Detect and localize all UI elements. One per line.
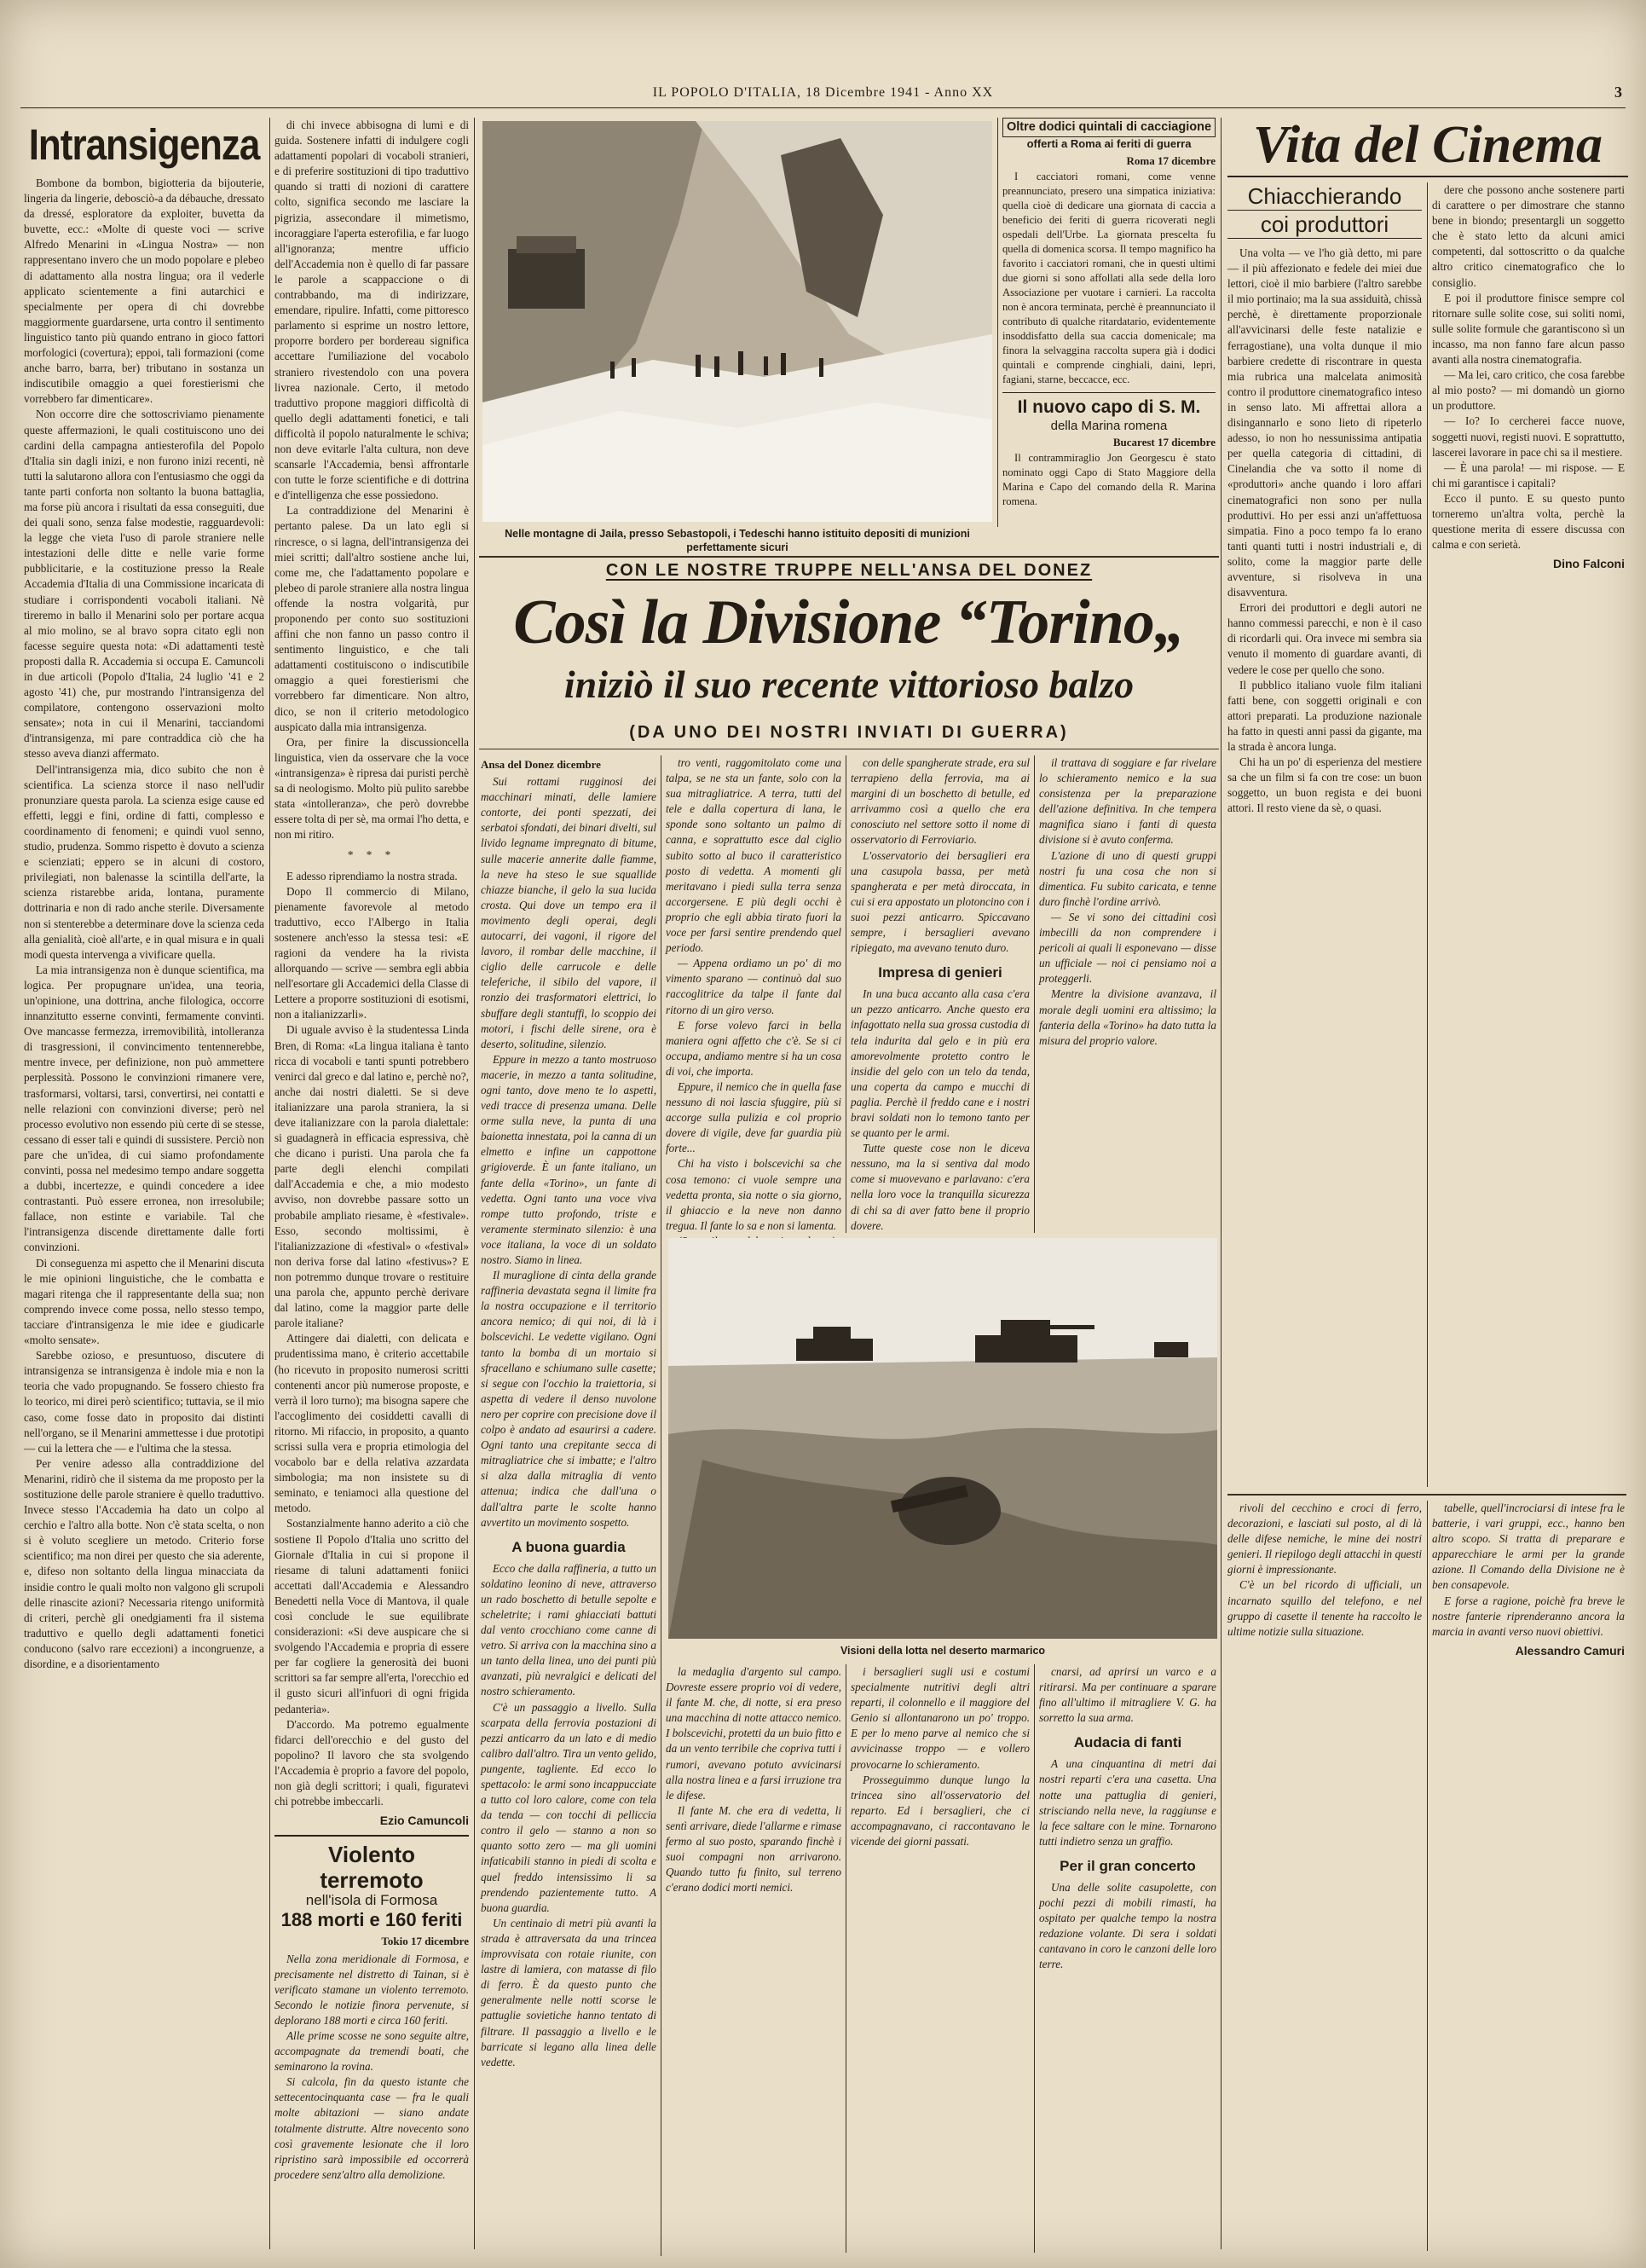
signature-falconi: Dino Falconi: [1553, 557, 1625, 571]
paragraph: Il contrammiraglio Jon Georgescu è stato nominato oggi Capo di Stato Maggiore della Marina e Capo del comando della R. Marina romena.: [1002, 452, 1216, 507]
paragraph: tabelle, quell'incrociarsi di intese fra le batterie, i vari gruppi, ecc., hanno ben altro scopo. Si tratta di preparare e apparecchiare le armi per la grande azione. Il Comando della Divisione ne è ben consapevole.: [1432, 1501, 1625, 1592]
paragraph: tro venti, raggomitolato come una talpa, se ne sta un fante, solo con la sua mitragliatrice. A terra, tutti del tele e dalla copertura di lana, le sponde sono soltanto un palmo di canna, e soprattutto esce dal ciglio subito sotto al buco il caratteristico posto di vedetta. A momenti gli meritavano i piedi sulla terra senza accorgersene. E più degli occhi è proprio che egli abbia tirato fuori la voce per farsi sentire prendendo quel periodo.: [666, 756, 841, 955]
paragraph: Chi ha un po' di esperienza del mestiere sa che un film si fa con tre cose: un buon soggetto, un buon regista e dei buoni attori. Il resto viene da sè, o quasi.: [1227, 755, 1422, 815]
main-lower-column-d: [1039, 1664, 1216, 2253]
masthead: [20, 82, 1626, 108]
paragraph: Chi ha visto i bolscevichi sa che cosa temono: ci vuole sempre una vedetta pronta, sia notte o sia giorno, il ghiaccio e la neve non danno tregua. Il fante lo sa e non si lamenta.: [666, 1157, 841, 1232]
paragraph: Attingere dai dialetti, con delicata e prudentissima mano, è criterio accettabile (ho ricevuto in proposito numerosi scritti contenenti ancor più numerose proposte, e verrà il loro turno); ma bisogna sapere che l'accoglimento dei cosiddetti cavalli di ritorno. Mi rifaccio, in proposito, a quanto scrissi sulla vera e propria etimologia del vocabolo bar e della relativa azzardata simbologia; ma non insistete su di seminato, e teniamoci alla questione del metodo.: [274, 1332, 469, 1515]
signature-camuri: Alessandro Camuri: [1515, 1643, 1625, 1658]
column-intransigenza-2: [274, 118, 469, 2249]
cinema-column-a: [1227, 182, 1422, 1487]
subhead-impresa-genieri: Impresa di genieri: [878, 964, 1002, 981]
column-rule: [1034, 1664, 1035, 2253]
main-column-c: [851, 755, 1030, 1233]
paragraph: Sui rottami rugginosi dei macchinari minati, delle lamiere contorte, dei ponti spezzati, dei serbatoi sfondati, dei binari divelti, sul livido legname impregnato di bitume, sulle macerie annerite dalle fiamme, la neve ha steso le sue squallide chiazze bianche, il gelo la sua lucida crosta. Qui dove un tempo era il movimento degli operai, degli autocarri, dei vagoni, il rigore del lavoro, il rombar delle macchine, il ciglio delle carrucole e delle teleferiche, il sibilo del vapore, il ronzio dei trasformatori elettrici, lo sbuffare degli stantuffi, lo scoppio dei motori, i fischi delle sirene, ora è deserto, solitudine, silenzio.: [481, 775, 656, 1050]
paragraph: La mia intransigenza non è dunque scientifica, ma logica. Per propugnare un'idea, una teoria, un'opinione, una dottrina, anche filologica, occorre innanzitutto esserne convinti, fermamente convinti. Ove mancasse fermezza, irremovibilità, intolleranza di trasgressioni, il convincimento tentennerebbe, mentre invece, per definizione, non può ammettere perplessità. Possono le convinzioni rimanere vere, trasformarsi, voltarsi, tarsi, convertirsi, nei contatti e nelle relazioni con convinzioni diverse; però nel processo evolutivo non essendo più certe di se stesse, cessano di esser tali e quindi di sussistere. Perciò non pare che un'idea, di cui siamo profondamente convinti, possa nel medesimo tempo andare soggetta a dubbi, incertezze, e quindi concedere a idee contrastanti. Può essere erronea, non irresolubile; fallace, non estinte e variabile. Tal che l'intransigenza discende direttamente dalle forti convinzioni.: [24, 963, 264, 1254]
paragraph: E forse a ragione, poichè fra breve le nostre fanterie riprenderanno ancora la marcia in avanti verso nuovi obiettivi.: [1432, 1594, 1625, 1638]
main-article-top-rule: [479, 556, 1219, 558]
paragraph: Dell'intransigenza mia, dico subito che non è scientifica. La scienza storce il naso nell'udir pronunziare questa parola. La scienza esige cause ed effetti, leggi e fini, ordine di fatti, complesso e coordinamento di fenomeni; e quindi vuol senno, studio, prudenza. Sommo rispetto è dovuto a scienza e scienziati; eppero se in alcuni di costoro, privilegiati, non balenasse la scintilla dell'arte, la scienza ristarebbe arida, lontana, puramente dottrinaria e non di rado anche sterile. Diversamente non si stenterebbe a determinare dove la scienza ceda alla genialità, cioè all'arte, e in qual misura e in quali modi questa intervenga a vivificare quella.: [24, 762, 264, 961]
paragraph: E poi il produttore finisce sempre col ritornare sulle solite cose, sui soliti nomi, sulle solite formule che garantiscono sì un incasso, ma non fanno fare alcun passo avanti alla nostra cinematografia.: [1432, 291, 1625, 367]
paragraph: dere che possono anche sostenere parti di carattere o per dimostrare che stanno bene in biondo; presentargli un soggetto che è stato letto da alcuni amici competenti, dal sottoscritto o da qualche altro critico cinematografico che lo consiglio.: [1432, 183, 1625, 289]
paragraph: E adesso riprendiamo la nostra strada.: [286, 869, 458, 882]
main-headline-1: Così la Divisione “Torino„: [513, 587, 1185, 657]
separator-stars: * * *: [347, 848, 396, 862]
paragraph: Mentre la divisione avanzava, il morale degli uomini era altissimo; la fanteria della «Torino» ha dato tutta la misura del proprio valore.: [1039, 987, 1216, 1047]
paragraph: Non occorre dire che sottoscriviamo pienamente queste affermazioni, le quali costituiscono uno dei cardini della campagna antiesterofila del Popolo d'Italia sin dagli inizi, e non furono inizi recenti, nè tutti la salutarono allora con l'entusiasmo che oggi da tante parti conforta non soltanto la buona battaglia, ma forse più ancora i risultati da essa conseguiti, due dei quali sono, senza false modestie, ragguardevoli: la legge che vieta l'uso di parole straniere nelle intestazioni delle ditte e nelle varie forme pubblicitarie, e la costituzione presso la Reale Accademia d'Italia di una Commissione incaricata di studiare i corrispondenti vocaboli italiani. Nè tireremo in ballo il Menarini solo per portare acqua al mio molino, se al bravo sopra citato egli non facesse seguire questa nota: «Di adattamenti testè proposti dalla R. Accademia si occupa E. Camuncoli in due articoli (Popolo d'Italia, 24 luglio '41 e 2 agosto '41) che, pur mostrando l'intransigenza del compilatore, contengono osservazioni molto sensate»; nota in cui il Menarini, tacciandomi d'intransigenza, mi pare contraddica ciò che ha stesso aveva dianzi affermato.: [24, 408, 264, 761]
quake-casualties: 188 morti e 160 feriti: [280, 1909, 463, 1931]
photo-desert-caption: Visioni della lotta nel deserto marmarico: [840, 1645, 1046, 1657]
paragraph: — Ma lei, caro critico, che cosa farebbe al mio posto? — mi domandò un giorno un produttore.: [1432, 368, 1625, 413]
photo-desert-illustration: [668, 1238, 1217, 1639]
continuation-column-b: [1432, 1501, 1625, 2251]
paragraph: L'osservatorio dei bersaglieri era una casupola bassa, per metà spangherata e per metà diroccata, in cui si era appostato un plotoncino con i suoi pezzi anticarro. Spiccavano sempre, i bersaglieri avevano ripiegato, ma avevano tenuto duro.: [851, 848, 1030, 955]
signature-camuncoli: Ezio Camuncoli: [379, 1814, 469, 1828]
paragraph: Di uguale avviso è la studentessa Linda Bren, di Roma: «La lingua italiana è tanto ricca di vocaboli e tanti spunti potrebbero venirci dal greco e dal latino e, perchè no?, anche dai nostri dialetti. Se si deve italianizzare una parola straniera, la si deve italianizzare con la parola dialettale: si guadagnerà in efficacia espressiva, chè che dicano i puristi. Una parola che fa parte degli elenchi compilati dall'Accademia e che, a mio modesto avviso, non dovrebbe passare sotto un probabile ampliato riesame, è «festivale». Esso, secondo moltissimi, è l'italianizzazione di «festival» o «festival» non deriva forse dal latino «festivus»? E non potremmo dunque trovare o restituire una parola che, appunto perchè derivare dal latino, come la maggior parte delle parole italiane?: [274, 1023, 469, 1330]
paragraph: il trattava di soggiare e far rivelare lo schieramento nemico e la sua consistenza per la preparazione dell'azione definitiva. In che tempera magnifica siano i fanti di questa divisione si è avuto conferma.: [1039, 756, 1216, 847]
cinema-subheadline-1: Chiacchierando: [1227, 182, 1422, 211]
main-headline-2: iniziò il suo recente vittorioso balzo: [563, 662, 1135, 706]
subhead-gran-concerto: Per il gran concerto: [1060, 1857, 1196, 1874]
photo-jaila-caption: Nelle montagne di Jaila, presso Sebastopoli, i Tedeschi hanno istituito depositi di munizioni perfettamente sicuri: [505, 528, 970, 553]
main-column-d: [1039, 755, 1216, 1233]
column-rule: [269, 118, 270, 2249]
paragraph: In una buca accanto alla casa c'era un pezzo anticarro. Anche questo era infagottato nella sua grossa custodia di tela indurita dal gelo e in più era amorevolmente protetto contro le insidie del gelo con un telo da tenda, una coperta da campo e mucchi di paglia. Perchè il freddo cane e i nostri bravi soldati non lo temono tanto per se quanto per le armi.: [851, 987, 1030, 1140]
paragraph: C'è un passaggio a livello. Sulla scarpata della ferrovia postazioni di pezzi anticarro da un lato e di medio calibro dall'altro. Tira un vento gelido, pungente, tagliente. Ed ecco lo spettacolo: le armi sono incappucciate a tutto col loro calore, come con tela da tenda — con tocchi di pelliccia contro il gelo — stanno a non so quanto sotto zero — ma gli uomini infaticabili stanno in piedi di scolta e quel freddo intensissimo li sa prendendo pazientemente tutto. A buona guardia.: [481, 1700, 656, 1914]
column-rule: [1221, 118, 1222, 2249]
paragraph: Una delle solite casupolette, con pochi pezzi di mobili rimasti, ha ospitato per qualche tempo la nostra redazione volante. Di sera i soldati cantavano in coro le canzoni delle loro terre.: [1039, 1880, 1216, 1971]
cinema-bottom-rule: [1227, 1494, 1626, 1496]
paragraph: i bersaglieri sugli usi e costumi specialmente nutritivi degli altri reparti, il colonnello e il maggiore del Genio si allontanarono un po' troppo. E per lo meno parve al nemico che si avvicinasse troppo — e vollero provocarne lo schieramento.: [851, 1665, 1030, 1771]
headline-intransigenza: Intransigenza: [28, 121, 260, 170]
paragraph: Di conseguenza mi aspetto che il Menarini discuta le mie opinioni linguistiche, che le combatta e magari ritenga che il rappresentante della sua; non comprendo invece come possa, nello stesso tempo, tacciare d'intransigenza le mie idee e giudicarle «molto sensate».: [24, 1256, 264, 1347]
paragraph: cnarsi, ad aprirsi un varco e a ritirarsi. Ma per continuare a sparare fino all'ultimo il mitragliere V. G. ha sorretto la sua arma.: [1039, 1665, 1216, 1725]
hunting-subheadline: offerti a Roma ai feriti di guerra: [1026, 137, 1192, 150]
main-lower-column-c: [851, 1664, 1030, 2253]
paragraph: Dopo Il commercio di Milano, pienamente favorevole al metodo traduttivo, ecco l'Albergo in Italia sostenere anch'esso la stessa tesi: «E ragioni da vendere ha la rivista allorquando — scrive — sembra egli abbia nell'esortare gli Accademici della Classe di Lettere a proporre sostituzioni di esotismi, non a italianizzarli».: [274, 884, 469, 1021]
page-number: 3: [1614, 84, 1622, 101]
paragraph: di chi invece abbisogna di lumi e di guida. Sostenere infatti di indulgere cogli adattamenti popolari di vocaboli stranieri, e di preferire sostituzioni di tipo traduttivo quando si tratti di nozioni di carattere colto, significa secondo me lasciare la pigrizia, assecondare il mimetismo, incoraggiare l'aperta esterofilia, e far luogo all'ignoranza; mentre ufficio dell'Accademia non è quello di far passare le parole a scappaccione o di contrabbando, ma di indirizzare, emendare, ripulire. Infatti, come pittoresco parlamento si esprime un nostro lettore, proporre bordero per bordereau significa accettare l'umiliazione del vocabolo straniero rivestendolo con una povera livrea nazionale. Certo, il metodo traduttivo propone maggiori difficoltà di quello degli adattamenti fonetici, e tali difficoltà il popolo naturalmente le schiva; non deve evitarle l'alta cultura, non deve scansarle l'Accademia, bensì affrontarle con tutte le forze scientifiche e di dottrina e d'intelligenza che esse possiedono.: [274, 119, 469, 502]
paragraph: Il pubblico italiano vuole film italiani fatti bene, con soggetti originali e con attori preparati. La produzione nazionale ha fatto in questi anni passi da gigante, ma la strada è ancora lunga.: [1227, 678, 1422, 753]
paragraph: Il muraglione di cinta della grande raffineria devastata segna il limite fra la nostra occupazione e il territorio ancora nemico; di qui noi, di là i bolscevichi. Le vedette vigilano. Ogni tanto la bomba di un mortaio si sfracellano e schiumano sulle casette; si segue con l'occhio la traiettoria, si aspetta di vedere il denso nuvolone nero per coprire con precisione dove il colpo è andato ad esaurirsi a cadere. Ogni tanto una crepitante secca di mitragliatrice che si imbatte; e l'altro si alza dalla mitraglia di vento attenua; indica che dall'una o dall'altra parte le scolte hanno avvertito un movimento sospetto.: [481, 1269, 656, 1529]
paragraph: — È una parola! — mi rispose. — E chi mi garantisce i capitali?: [1432, 460, 1625, 489]
paragraph: Il fante M. che era di vedetta, li sentì arrivare, diede l'allarme e rimase fermo al suo posto, sparando finchè i suoi compagni non arrivarono. Quando tutto fu finito, sul terreno c'erano dodici morti nemici.: [666, 1803, 841, 1895]
paragraph: — Appena ordiamo un po' di mo vimento sparano — continuò dal suo raccoglitrice da talpe il fante dal ritorno di un giro verso.: [666, 957, 841, 1016]
paragraph: Eppure, il nemico che in quella fase nessuno di noi lascia sfuggire, più si accorge sulla pulizia e col proprio dovere di vigile, deve far guardia più forte...: [666, 1079, 841, 1155]
cinema-column-b: [1432, 182, 1625, 1487]
column-rule: [1427, 182, 1428, 1487]
paragraph: I cacciatori romani, come venne preannunciato, presero una simpatica iniziativa: quella cioè di dedicare una giornata di caccia a beneficio dei feriti di guerra ricoverati negli ospedali dell'Urbe. La giornata prescelta fu quella di domenica scorsa. Il tempo magnifico ha favorito i cacciatori romani, che in questi ultimi due giorni si sono affollati alla sede della loro Associazione per vuotare i carnieri. La raccolta non è ancora terminata, perchè è preannunciato il contributo di qualche ritardatario, evidentemente insoddisfatto della sua caccia domenicale; ma finora la selvaggina raccolta supera già i dodici quintali e comprende cinghiali, daini, lepri, fagiani, starne, beccacce, ecc.: [1002, 171, 1216, 385]
quake-subheadline: nell'isola di Formosa: [305, 1892, 438, 1909]
photo-desert-battle: [668, 1238, 1217, 1639]
subhead-audacia-fanti: Audacia di fanti: [1073, 1734, 1182, 1751]
main-byline: (DA UNO DEI NOSTRI INVIATI DI GUERRA): [629, 723, 1069, 742]
navy-headline: Il nuovo capo di S. M.: [1017, 397, 1201, 417]
paragraph: Per venire adesso alla contraddizione del Menarini, ridirò che il sistema da me proposto per la sostituzione delle parole straniere è quello traduttivo. Invece stesso l'Accademia ha dato un colpo al cerchio e l'altro alla botte. Non c'è stata scelta, o non si è voluto scegliere un metodo. Criterio forse scientifico; ma non direi per questo che sia aderente, e, difeso non soltanto della lingua minacciata da insidie contro le quali molto non valgono gli scrupoli delle rinascite azioni? Necessaria ritengo uniformità di criteri, perchè gli onedgiamenti fra il sistema traduttivo e quello degli adattamenti fonetici conducono (salvo rare eccezioni) a incongruenze, a disordine, e a disorientamento: [24, 1456, 264, 1670]
paragraph: A una cinquantina di metri dai nostri reparti c'era una casetta. Una notte una pattuglia di genieri, strisciando nella neve, la raggiunse e la fece saltare con le mine. Tornarono tutti indietro senza un graffio.: [1039, 1757, 1216, 1848]
paragraph: Bombone da bombon, bigiotteria da bijouterie, lingeria da lingerie, debosciò-a da débauche, dressato da dressé, esploratore da exploiter, buvetta da buvette, ecc.: «Molte di queste voci — scrive Alfredo Menarini in «Lingua Nostra» — non rappresentano invero che un modo popolare e plebeo di adattamento alla nostra lingua; ora il vederle applicato scientemente a fini autarchici e specialmente per opera di chi dovrebbe maggiormente guardarsene, urta contro il sentimento linguistico tanto più quando entrano in gioco fattori morfologici (covertura); eppoi, tali formazioni (come anche barro, barra, ber) tributano in sostanza un indiscutibile omaggio a quei forestierismi che vorrebbero far dimenticare».: [24, 176, 264, 406]
quake-dateline: Tokio 17 dicembre: [381, 1935, 469, 1948]
paragraph: La contraddizione del Menarini è pertanto palese. Da un lato egli si rincresce, o si lagna, dell'intransigenza dei miei scritti; dall'altro sostiene anche lui, come me, che l'adattamento popolare e plebeo di parole straniere alla nostra lingua offende la nostra volgarità, pur proponendo per conto suo sostituzioni affini che non fanno un passo contro il sentimento linguistico, e che tali adattamenti costituiscono o indiscutibile omaggio a quei forestierismi che vorrebbero far dimenticare. Non altro, dico, se non il criterio metodologico auspicato dalla mia intransigenza.: [274, 504, 469, 733]
paragraph: Nella zona meridionale di Formosa, e precisamente nel distretto di Tainan, si è verificato stamane un violento terremoto. Secondo le notizie finora pervenute, si deplorano 188 morti e circa 160 feriti.: [274, 1952, 469, 2027]
quake-headline: Violento terremoto: [320, 1842, 424, 1894]
main-kicker: CON LE NOSTRE TRUPPE NELL'ANSA DEL DONEZ: [605, 561, 1093, 580]
main-lower-column-b: [666, 1664, 841, 2253]
navy-subheadline: della Marina romena: [1050, 419, 1168, 433]
paragraph: Errori dei produttori e degli autori ne hanno commessi parecchi, e non è il caso di ricordarli qui. Ora invece mi sembra sia venuto il momento di guardare avanti, di vedere le cose per quello che sono.: [1227, 601, 1422, 676]
paragraph: Una volta — ve l'ho già detto, mi pare — il più affezionato e fedele dei miei due lettori, cioè il mio barbiere (l'altro sarebbe il mio portinaio; ma la sua assiduità, chissà perchè, è direttamente proporzionale all'avvicinarsi delle feste natalizie e ferragostiane), una volta dunque il mio barbiere credette di riscontrare in questa mia rubrica una malcelata animosità contro il produttore cinematografico inteso in senso lato. Mi affrettai allora a disingannarlo e sono lieto di ripeterlo adesso, io non ho nessunissima antipatia per quella categoria di cittadini, di Cinelandia che va sotto il nome di «produttori» anche quando i loro affari cinematografici non sono per nulla produttivi. Ho per essi anzi un'affettuosa simpatia. Fino a poco tempo fa lo erano tanti quanti tutti i nostri industriali e, di solito, come la maggior parte delle avventure, si risolveva in una disavventura.: [1227, 246, 1422, 599]
paragraph: Ecco il punto. E su questo punto torneremo un'altra volta, perchè la questione merita di essere discussa con calma e con serietà.: [1432, 491, 1625, 552]
cinema-subheadline-2: coi produttori: [1227, 211, 1422, 239]
main-dateline: Ansa del Donez dicembre: [481, 758, 601, 771]
paragraph: Alle prime scosse ne sono seguite altre, accompagnate da tremendi boati, che seminarono la rovina.: [274, 2028, 469, 2074]
column-short-news: [1002, 118, 1216, 544]
column-intransigenza-1: [24, 118, 264, 2249]
cinema-header: Vita del Cinema: [1227, 114, 1628, 177]
paragraph: E forse volevo farci in bella maniera ogni affetto che c'è. Se si ci occupa, andiamo mentre si ha un cosa di voi, che importa.: [666, 1018, 841, 1078]
paragraph: Prosseguimmo dunque lungo la trincea sino all'osservatorio del reparto. Ed i bersaglieri, che ci accompagnavano, ci raccontavano le vicende dei giorni passati.: [851, 1773, 1030, 1849]
column-rule: [1034, 755, 1035, 1233]
paragraph: con delle spangherate strade, era sul terrapieno della ferrovia, ma ai margini di un boschetto di betulle, ed arrivammo così a quello che era conosciuto nel settore sotto il nome di osservatorio di Ferroviario.: [851, 756, 1030, 847]
paragraph: Tutte queste cose non le diceva nessuno, ma la si sentiva dal modo come si muovevano e parlavano: c'era nella loro voce la tranquilla sicurezza di chi sa di aver fatto bene il proprio dovere.: [851, 1142, 1030, 1232]
hunting-dateline: Roma 17 dicembre: [1126, 154, 1216, 167]
paragraph: — Se vi sono dei cittadini così imbecilli da non comprendere i pericoli ai quali li esponevano — disse un ufficiale — noi ci pensiamo noi a proteggerli.: [1039, 910, 1216, 986]
photo-jaila-illustration: [482, 121, 992, 522]
paragraph: Si calcola, fin da questo istante che settecentocinquanta case — fra le quali molte abitazioni — siano andate totalmente distrutte. Altre novecento sono così gravemente lesionate che il loro ripristino sarà impossibile ed occorrerà procedere senz'altro alla demolizione.: [274, 2075, 469, 2181]
paragraph: D'accordo. Ma potremo egualmente fidarci dell'orecchio e del gusto del popolino? Il lavoro che sta svolgendo l'Accademia è proprio a favore del popolo, non già degli scrittori; i quali, figuratevi chi potrebbe imbeccarli.: [274, 1717, 469, 1808]
paragraph: Sostanzialmente hanno aderito a ciò che sostiene Il Popolo d'Italia uno scritto del Giornale d'Italia in cui si propone il riesame di taluni adattamenti foniici accettati dall'Accademia e Alessandro Benedetti nella Voce di Mantova, il quale così conclude le sue equilibrate considerazioni: «Si deve auspicare che si svolgendo l'Accademia e propria di essere per far cogliere la generosità dei buoni scrittori sa far sempre all'erta, l'orecchio ed il gusto sicuri all'infuori di ogni frigida pedanteria».: [274, 1517, 469, 1715]
paragraph: la medaglia d'argento sul campo. Dovreste essere proprio voi di vedere, il fante M. che, di notte, si era preso una macchina di notte attacco nemico. I bolscevichi, protetti da un buio fitto e da un vento terribile che copriva tutti i rumori, avevano potuto avvicinarsi alla nostra linea e a farsi irruzione tra le difese.: [666, 1665, 841, 1802]
column-rule: [474, 118, 475, 2249]
paragraph: Ecco che dalla raffineria, a tutto un soldatino leonino di neve, attraverso un rado boschetto di betulle sepolte e scheletrite; i rami ghiacciati battuti dal vento crocchiano come canne di vetro. Si arriva con la macchina sino a un tanto della linea, uno dei punti più avanzati, più nevralgici e delicati del nostro schieramento.: [481, 1561, 656, 1698]
paragraph: L'azione di uno di questi gruppi nostri fu una cosa che non si dimentica. Fu subito caricata, e tenne duro finchè l'ordine arrivò.: [1039, 848, 1216, 908]
photo-jaila-mountains: [482, 121, 992, 522]
paragraph: Un centinaio di metri più avanti la strada è attraversata da una trincea improvvisata con rotaie riunite, con lastre di lamiera, con matasse di filo di ferro. È da questo punto che generalmente nelle notti scorse le pattuglie sovietiche hanno tentato di filtrare. Il passaggio a livello e le barricate si legano alla linea delle vedette.: [481, 1916, 656, 2068]
continuation-column-a: [1227, 1501, 1422, 2251]
paragraph: C'è un bel ricordo di ufficiali, un incarnato squillo del telefono, e nel gruppo di casette il tenente ha raccolto le ultime notizie sulla situazione.: [1227, 1578, 1422, 1638]
column-rule: [997, 118, 998, 527]
navy-dateline: Bucarest 17 dicembre: [1112, 436, 1216, 448]
paragraph: Ora, per finire la discussioncella linguistica, vien da osservare che la voce «intransigenza» è ripresa dai puristi perchè sa di neologismo. Molto più pulito sarebbe stata «intolleranza», che però dovrebbe essere tolta di per sè, ma ormai l'ho detta, e non mi ritiro.: [274, 735, 469, 842]
hunting-headline: Oltre dodici quintali di cacciagione: [1002, 118, 1216, 137]
paragraph: — Io? Io cercherei facce nuove, soggetti nuovi, registi nuovi. E soprattutto, lascerei lavorare in pace chi sa il mestiere.: [1432, 414, 1625, 459]
paragraph: Sarebbe ozioso, e presuntuoso, discutere di intransigenza se intransigenza è indole mia e non la teoria che vado propugnando. Se fossero chiesto fra lo teorico, mi direi però scientifico; tuttavia, se il mio caso, come fosse dato in proposito dai distinti nell'organo, se il Menarini ammettesse i due prototipi — cui la lettera che — e l'ultima che la stessa.: [24, 1349, 264, 1455]
subhead-buona-guardia: A buona guardia: [511, 1538, 626, 1555]
paragraph: rivoli del cecchino e croci di ferro, decorazioni, e lasciati sul posto, al di là delle difese nemiche, le mine dei nostri genieri. Il riepilogo degli attacchi in questi giorni è impressionante.: [1227, 1501, 1422, 1577]
main-column-a: [481, 755, 656, 2256]
paragraph: Eppure in mezzo a tanto mostruoso macerie, in mezzo a tanta solitudine, ogni tanto, dove meno te lo aspetti, vedi tracce di presenza umana. Delle orme sulla neve, la punta di una baionetta innestata, poi la canna di un elmetto e infine un cappottone grigioverde. È un fante italiano, un fante della «Torino», un fante di vedetta. Ogni tanto una voce viva rompe tutto profondo, triste e veramente sterminato silenzio: è una voce italiana, la voce di un soldato nostro. Siamo in linea.: [481, 1052, 656, 1266]
main-column-b: [666, 755, 841, 1233]
masthead-title: IL POPOLO D'ITALIA, 18 Dicembre 1941 - Anno XX: [652, 85, 994, 100]
column-rule: [1427, 1501, 1428, 2251]
